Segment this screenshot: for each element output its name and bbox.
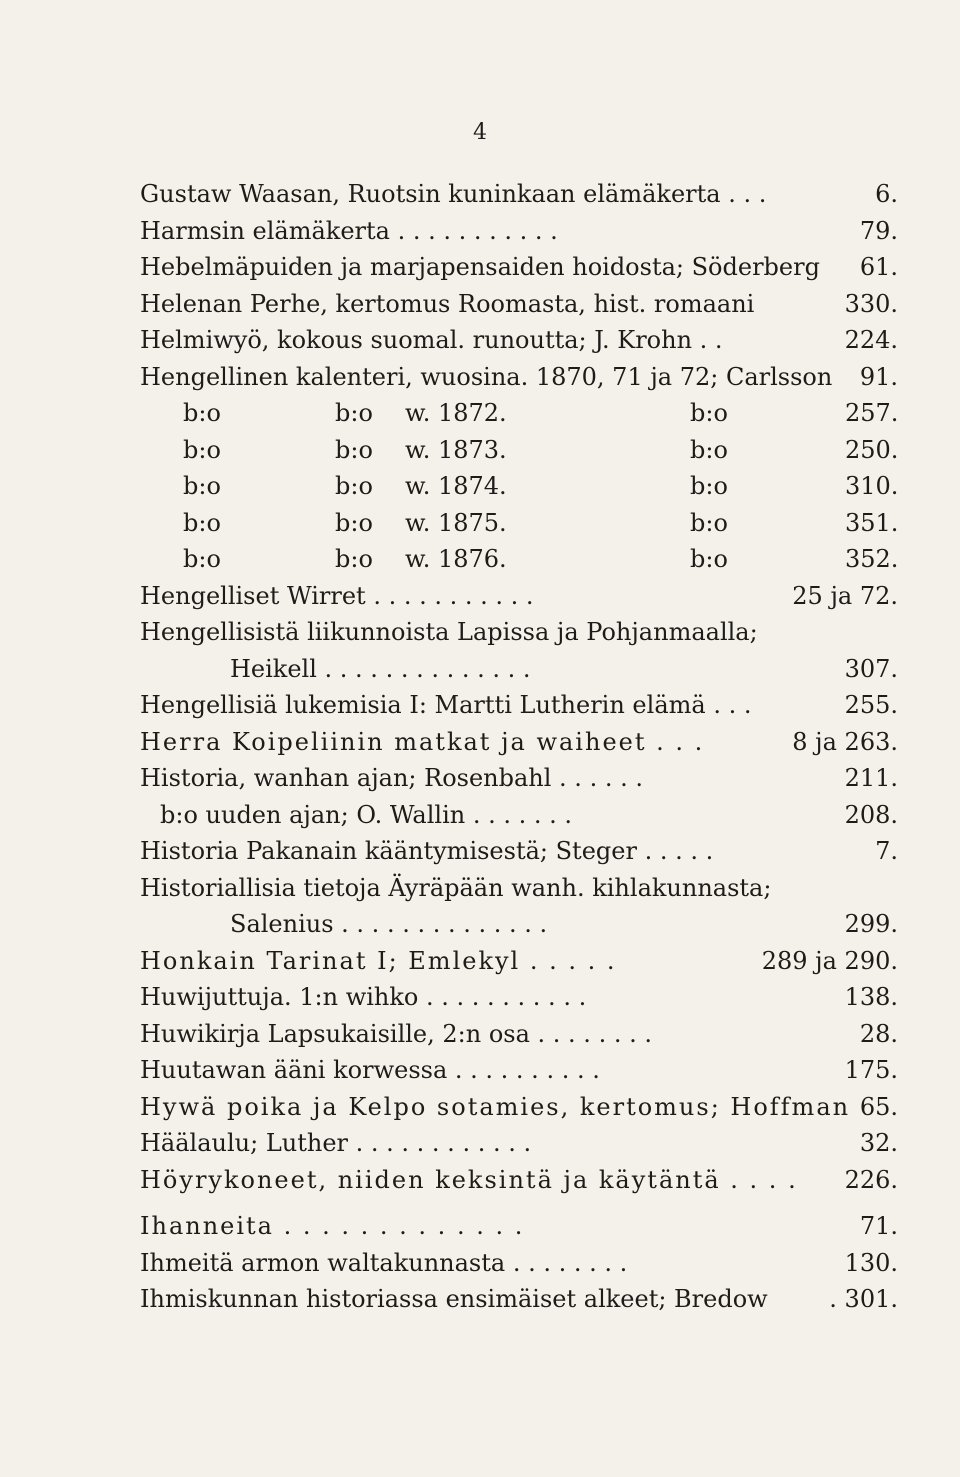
entry-page: . 301. xyxy=(829,1285,898,1313)
entry-page: 224. xyxy=(844,326,898,354)
entry-page: 28. xyxy=(859,1019,898,1048)
list-item xyxy=(0,687,960,724)
page-number: 4 xyxy=(473,120,487,145)
ditto-mark: b:o xyxy=(183,399,221,427)
entry-title: Honkain Tarinat I; Emlekyl . . . . . xyxy=(140,946,617,975)
entry-title: Salenius . . . . . . . . . . . . . . xyxy=(230,910,548,938)
entry-title: Huwijuttuja. 1:n wihko . . . . . . . . . . . xyxy=(140,983,587,1011)
ditto-mark: b:o xyxy=(183,508,221,537)
entry-title: Häälaulu; Luther . . . . . . . . . . . . xyxy=(140,1129,532,1157)
entry-page: 71. xyxy=(859,1212,898,1240)
ditto-mark: b:o xyxy=(690,472,728,500)
list-item xyxy=(0,578,960,615)
ditto-mark: b:o xyxy=(335,399,373,427)
ditto-mark: b:o xyxy=(335,472,373,500)
entry-title: Hengellisistä liikunnoista Lapissa ja Pohjanmaalla; xyxy=(140,618,758,646)
list-item xyxy=(0,1052,960,1089)
ditto-mark: b:o xyxy=(335,435,373,464)
entry-page: 257. xyxy=(845,399,899,427)
ditto-mark: b:o xyxy=(183,545,221,573)
calendar-year: w. 1873. xyxy=(405,435,507,464)
title-index xyxy=(0,176,960,1318)
entry-page: 79. xyxy=(859,216,898,245)
entry-page: 352. xyxy=(845,545,899,573)
entry-title: Hywä poika ja Kelpo sotamies, kertomus; Hoffman xyxy=(140,1092,851,1121)
entry-page: 130. xyxy=(844,1248,898,1277)
list-item xyxy=(0,724,960,761)
entry-page: 310. xyxy=(845,472,899,500)
entry-page: 351. xyxy=(845,508,899,537)
calendar-row xyxy=(0,541,960,578)
entry-title: Harmsin elämäkerta . . . . . . . . . . . xyxy=(140,216,558,245)
calendar-year: w. 1872. xyxy=(405,399,507,427)
list-item xyxy=(0,359,960,396)
list-item xyxy=(0,870,960,907)
list-item xyxy=(0,760,960,797)
calendar-row xyxy=(0,505,960,542)
entry-title: Hengellinen kalenteri, wuosina. 1870, 71 ja 72; Carlsson xyxy=(140,362,833,391)
list-item xyxy=(0,1208,960,1245)
entry-page: 65. xyxy=(859,1092,898,1121)
list-item xyxy=(0,1281,960,1318)
entry-title: Historia Pakanain kääntymisestä; Steger . . . . . xyxy=(140,837,714,865)
ditto-mark: b:o xyxy=(183,472,221,500)
entry-title: Ihanneita . . . . . . . . . . . . . xyxy=(140,1212,525,1240)
list-item xyxy=(0,176,960,213)
entry-title: Heikell . . . . . . . . . . . . . . xyxy=(230,654,531,683)
entry-title: Helenan Perhe, kertomus Roomasta, hist. romaani xyxy=(140,289,755,318)
ditto-mark: b:o xyxy=(335,508,373,537)
entry-page: 6. xyxy=(875,180,898,208)
entry-page: 175. xyxy=(844,1056,898,1084)
list-item xyxy=(0,1162,960,1199)
calendar-row xyxy=(0,395,960,432)
entry-title: Helmiwyö, kokous suomal. runoutta; J. Krohn . . xyxy=(140,326,723,354)
ditto-mark: b:o xyxy=(335,545,373,573)
entry-page: 32. xyxy=(859,1129,898,1157)
list-item xyxy=(0,1125,960,1162)
entry-title: Historia, wanhan ajan; Rosenbahl . . . . . . xyxy=(140,764,643,792)
entry-title: Ihmeitä armon waltakunnasta . . . . . . . . xyxy=(140,1248,628,1277)
calendar-row xyxy=(0,432,960,469)
list-item xyxy=(0,213,960,250)
entry-page: 208. xyxy=(844,800,898,829)
entry-page: 289 ja 290. xyxy=(761,946,898,975)
ditto-mark: b:o xyxy=(183,435,221,464)
entry-title: Historiallisia tietoja Äyräpään wanh. kihlakunnasta; xyxy=(140,873,772,902)
entry-page: 255. xyxy=(844,691,898,719)
list-item xyxy=(0,286,960,323)
list-item xyxy=(0,614,960,651)
list-item xyxy=(0,833,960,870)
list-item xyxy=(0,1245,960,1282)
entry-page: 250. xyxy=(845,435,899,464)
ditto-mark: b:o xyxy=(690,435,728,464)
entry-title: Herra Koipeliinin matkat ja waiheet . . . xyxy=(140,727,705,756)
entry-page: 91. xyxy=(859,362,898,391)
list-item xyxy=(0,322,960,359)
entry-title: Hebelmäpuiden ja marjapensaiden hoidosta; Söderberg xyxy=(140,253,820,281)
calendar-year: w. 1875. xyxy=(405,508,507,537)
calendar-row xyxy=(0,468,960,505)
entry-page: 307. xyxy=(844,654,898,683)
entry-page: 25 ja 72. xyxy=(792,581,898,610)
entry-page: 299. xyxy=(844,910,898,938)
entry-title: b:o uuden ajan; O. Wallin . . . . . . . xyxy=(160,800,573,829)
list-item xyxy=(0,1089,960,1126)
entry-page: 61. xyxy=(859,253,898,281)
list-item xyxy=(0,1016,960,1053)
entry-title: Huwikirja Lapsukaisille, 2:n osa . . . . . . . . xyxy=(140,1019,652,1048)
entry-page: 138. xyxy=(844,983,898,1011)
list-item xyxy=(0,943,960,980)
entry-title: Huutawan ääni korwessa . . . . . . . . . . xyxy=(140,1056,600,1084)
entry-title: Hengelliset Wirret . . . . . . . . . . . xyxy=(140,581,534,610)
ditto-mark: b:o xyxy=(690,508,728,537)
entry-page: 7. xyxy=(875,837,898,865)
entry-title: Gustaw Waasan, Ruotsin kuninkaan elämäkerta . . . xyxy=(140,180,767,208)
calendar-year: w. 1874. xyxy=(405,472,507,500)
calendar-year: w. 1876. xyxy=(405,545,507,573)
entry-page: 330. xyxy=(844,289,898,318)
list-item xyxy=(0,979,960,1016)
entry-page: 211. xyxy=(844,764,898,792)
list-item xyxy=(0,249,960,286)
entry-title: Höyrykoneet, niiden keksintä ja käytäntä . . . . xyxy=(140,1165,798,1194)
entry-page: 226. xyxy=(844,1165,898,1194)
list-item xyxy=(0,906,960,943)
entry-title: Ihmiskunnan historiassa ensimäiset alkeet; Bredow xyxy=(140,1285,768,1313)
ditto-mark: b:o xyxy=(690,545,728,573)
list-item xyxy=(0,797,960,834)
entry-title: Hengellisiä lukemisia I: Martti Lutherin elämä . . . xyxy=(140,691,752,719)
ditto-mark: b:o xyxy=(690,399,728,427)
entry-page: 8 ja 263. xyxy=(792,727,898,756)
list-item xyxy=(0,651,960,688)
